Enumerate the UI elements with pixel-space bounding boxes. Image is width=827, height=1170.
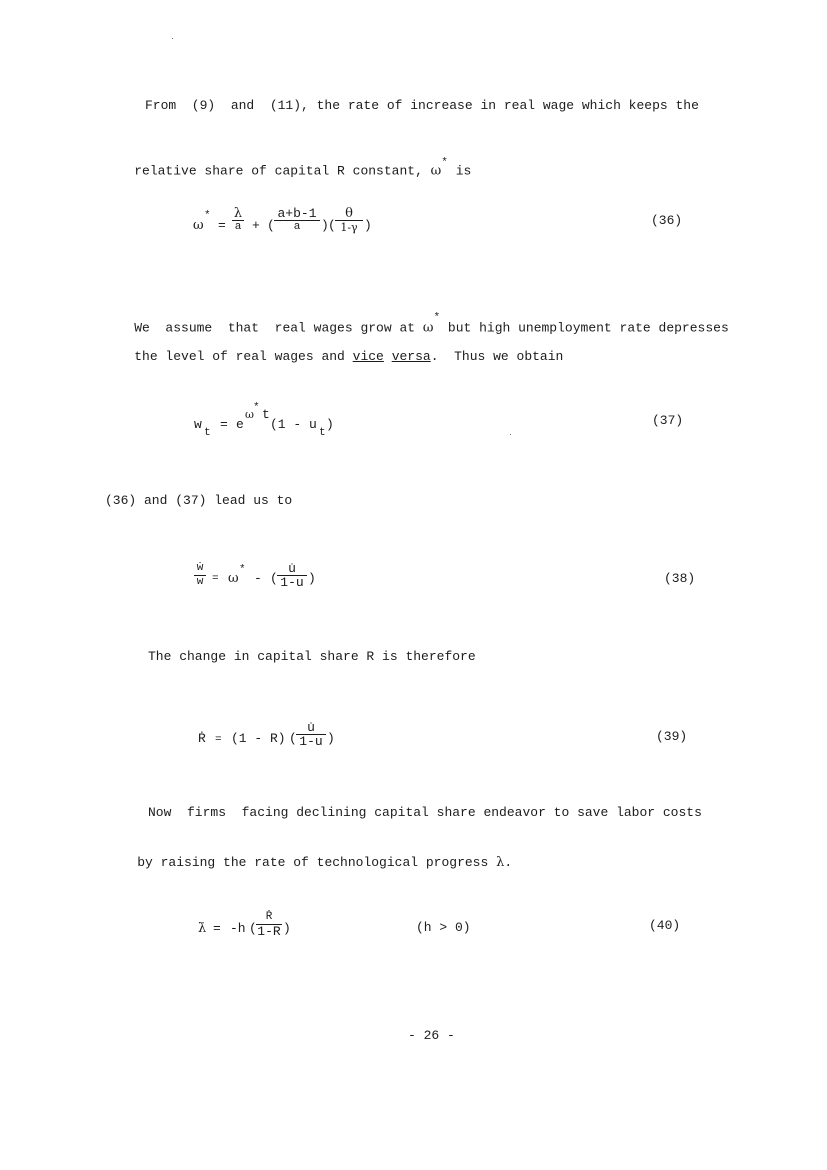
star-superscript: * [239, 564, 246, 576]
close-paren: ) [364, 218, 372, 233]
fraction-rdot-over-1-minus-r [256, 911, 282, 938]
paragraph-3-line-1: (36) and (37) lead us to [105, 493, 293, 508]
fraction-numerator: Ṙ [256, 911, 282, 925]
plus-sign: + [252, 218, 260, 233]
open-paren: ( [270, 571, 278, 586]
lambda-dot-symbol: λ̇ [198, 921, 207, 936]
paragraph-1-line-1: From (9) and (11), the rate of increase in real wage which keeps the [145, 98, 699, 113]
base-e: e [236, 417, 244, 432]
omega-symbol: ω [422, 320, 434, 336]
scan-speck [510, 434, 511, 435]
star-superscript: * [433, 312, 441, 324]
fraction-denominator: a [234, 221, 242, 233]
fraction-numerator: λ [233, 206, 243, 221]
fraction-lambda-over-a [232, 207, 244, 234]
equation-number-37: (37) [652, 413, 684, 428]
equation-36 [190, 205, 390, 255]
paragraph-5-line-2 [106, 839, 512, 887]
omega-symbol: ω [193, 218, 204, 233]
close-paren: ) [321, 218, 329, 233]
fraction-denominator: 1-u [280, 575, 304, 590]
omega-symbol: ω [430, 163, 442, 179]
paragraph-5-line-1: Now firms facing declining capital share endeavor to save labor costs [148, 805, 702, 820]
fraction-numerator: θ [335, 207, 363, 221]
subscript-t: t [319, 427, 326, 439]
equation-number-36: (36) [651, 213, 683, 228]
equation-40 [195, 908, 305, 950]
omega-symbol: ω [245, 408, 254, 421]
close-paren: ) [283, 921, 291, 936]
exponent-t: t [262, 407, 270, 422]
close-paren: ) [326, 417, 334, 432]
variable-w: w [194, 417, 202, 432]
equals-sign: = [212, 573, 219, 585]
text-segment: by raising the rate of technological progress [137, 855, 497, 870]
fraction-denominator: 1-R [257, 924, 281, 939]
scan-speck [172, 38, 173, 39]
fraction-denominator: w [196, 576, 204, 588]
equation-number-39: (39) [656, 729, 688, 744]
equation-38 [190, 560, 340, 602]
underlined-word-versa: versa [391, 349, 431, 364]
underlined-word-vice: vice [352, 349, 384, 364]
equals-sign: = [218, 218, 226, 233]
fraction-udot-over-1-minus-u [296, 721, 326, 748]
fraction-numerator: u̇ [277, 562, 307, 576]
fraction-denominator: 1-γ [340, 221, 358, 234]
star-superscript: * [253, 402, 260, 414]
fraction-denominator: 1-u [299, 734, 323, 749]
star-superscript: * [204, 210, 211, 222]
fraction-a-plus-b-minus-1-over-a [274, 207, 320, 234]
fraction-numerator: ẇ [194, 562, 206, 576]
equation-condition: (h > 0) [416, 920, 471, 935]
coefficient-minus-h: -h [230, 921, 246, 936]
star-superscript: * [441, 157, 448, 169]
variable-rdot: Ṙ [198, 731, 206, 746]
text-segment: is [447, 163, 472, 179]
equals-sign: = [220, 417, 228, 432]
close-paren: ) [327, 731, 335, 746]
text-segment: the level of real wages and [134, 349, 353, 364]
text-segment: relative share of capital R constant, [134, 163, 431, 179]
equation-number-40: (40) [649, 918, 681, 933]
open-paren: ( [267, 218, 275, 233]
open-paren: ( [328, 218, 336, 233]
factor-one-minus-r: (1 - R) [231, 731, 286, 746]
text-segment: . Thus we obtain [430, 349, 564, 364]
fraction-theta-over-1-minus-gamma [335, 207, 363, 234]
fraction-udot-over-1-minus-u [277, 562, 307, 589]
open-paren: ( [249, 921, 257, 936]
text-segment: We assume that real wages grow at [134, 320, 423, 336]
fraction-numerator: u̇ [296, 721, 326, 735]
minus-sign: - [254, 571, 262, 586]
paragraph-1-line-2 [103, 143, 471, 195]
fraction-wdot-over-w [194, 562, 206, 589]
open-paren: ( [289, 731, 297, 746]
text-segment: . [504, 855, 513, 870]
fraction-numerator: a+b-1 [274, 207, 320, 221]
equation-37 [190, 400, 360, 446]
omega-symbol: ω [228, 571, 239, 586]
paragraph-2-line-2 [103, 333, 563, 381]
factor-one-minus-u: (1 - u [270, 417, 317, 432]
equals-sign: = [215, 734, 222, 746]
page-number: - 26 - [408, 1028, 455, 1043]
paragraph-4-line-1: The change in capital share R is therefore [148, 649, 476, 664]
close-paren: ) [308, 571, 316, 586]
fraction-denominator: a [293, 221, 301, 233]
subscript-t: t [204, 427, 211, 439]
text-segment: but high unemployment rate depresses [440, 320, 729, 336]
lambda-symbol: λ [496, 855, 505, 870]
equals-sign: = [213, 921, 221, 936]
equation-number-38: (38) [664, 571, 696, 586]
equation-39 [195, 718, 345, 760]
